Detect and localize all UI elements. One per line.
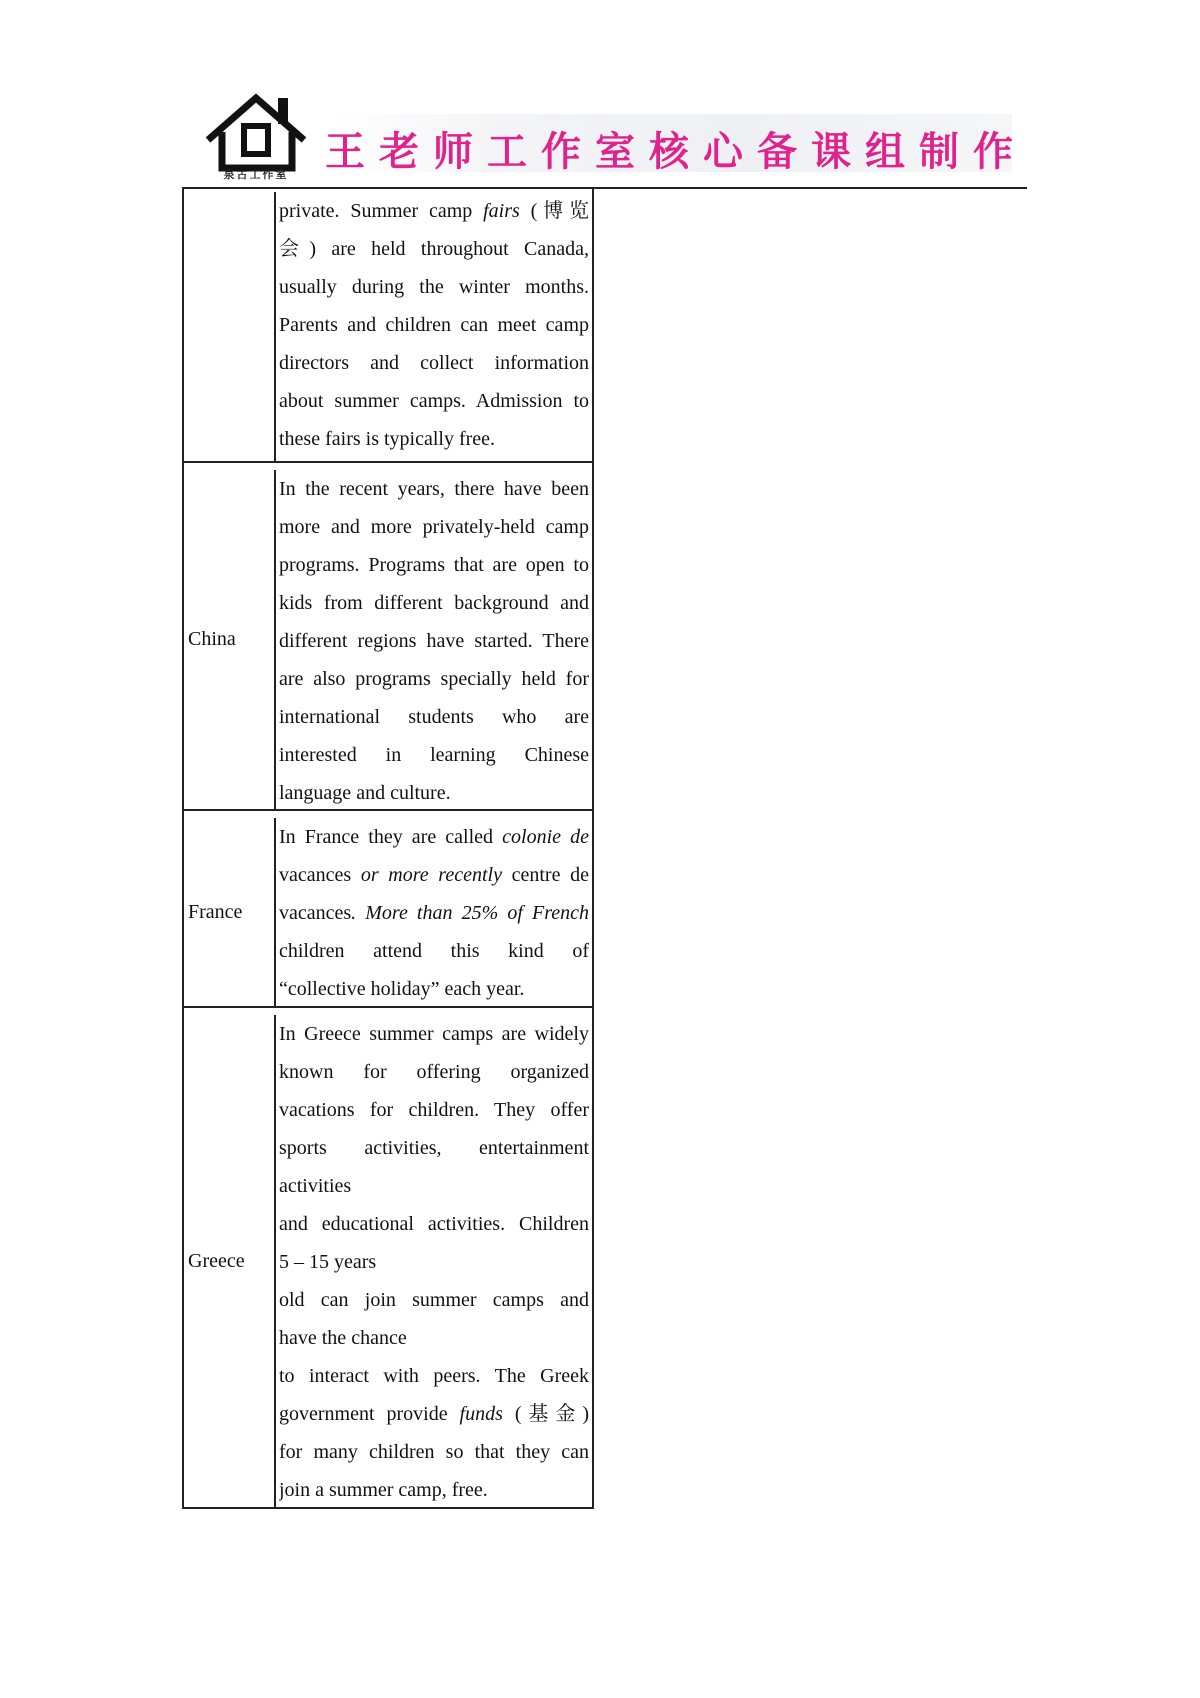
description-line: children attend this kind of	[279, 940, 589, 962]
description-line: join a summer camp, free.	[279, 1479, 488, 1501]
country-cell: China	[184, 470, 276, 809]
description-line: In Greece summer camps are widely	[279, 1023, 589, 1045]
summer-camp-table	[182, 188, 594, 1509]
country-cell: France	[184, 818, 276, 1006]
description-line: In the recent years, there have been	[279, 478, 589, 500]
description-line: known for offering organized	[279, 1061, 589, 1083]
description-line: vacations for children. They offer	[279, 1099, 589, 1121]
description-line: have the chance	[279, 1327, 407, 1349]
country-cell: Greece	[184, 1015, 276, 1507]
description-line: In France they are called colonie de	[279, 826, 589, 848]
description-line: programs. Programs that are open to	[279, 554, 589, 576]
description-line: more and more privately-held camp	[279, 516, 589, 538]
description-line: sports activities, entertainment	[279, 1137, 589, 1159]
description-line: old can join summer camps and	[279, 1289, 589, 1311]
table-row-france	[182, 811, 594, 1008]
header-title: 王老师工作室核心备课组制作	[325, 129, 1027, 175]
description-line: different regions have started. There	[279, 630, 589, 652]
table-row-greece	[182, 1008, 594, 1509]
description-line: Parents and children can meet camp	[279, 314, 589, 336]
description-line: are also programs specially held for	[279, 668, 589, 690]
description-line: kids from different background and	[279, 592, 589, 614]
description-line: 会) are held throughout Canada,	[279, 238, 589, 260]
description-line: vacances or more recently centre de	[279, 864, 589, 886]
description-line: “collective holiday” each year.	[279, 978, 525, 1000]
description-line: usually during the winter months.	[279, 276, 589, 298]
country-cell	[184, 192, 276, 461]
description-line: government provide funds (基金)	[279, 1403, 589, 1425]
description-line: activities	[279, 1175, 352, 1197]
description-line: private. Summer camp fairs (博览	[279, 200, 589, 222]
description-line: for many children so that they can	[279, 1441, 589, 1463]
description-cell	[276, 1015, 592, 1507]
table-row-canada-continued	[182, 188, 594, 463]
logo-caption: 泉古工作室	[223, 168, 289, 181]
description-line: 5 – 15 years	[279, 1251, 377, 1273]
description-line: and educational activities. Children	[279, 1213, 589, 1235]
description-line: to interact with peers. The Greek	[279, 1365, 589, 1387]
description-line: language and culture.	[279, 782, 451, 804]
description-cell	[276, 470, 592, 809]
description-cell	[276, 818, 592, 1006]
description-line: vacances. More than 25% of French	[279, 902, 589, 924]
description-line: these fairs is typically free.	[279, 428, 496, 450]
description-line: international students who are	[279, 706, 589, 728]
description-line: interested in learning Chinese	[279, 744, 589, 766]
table-row-china	[182, 463, 594, 811]
description-cell	[276, 192, 592, 461]
description-line: directors and collect information	[279, 352, 589, 374]
description-line: about summer camps. Admission to	[279, 390, 589, 412]
